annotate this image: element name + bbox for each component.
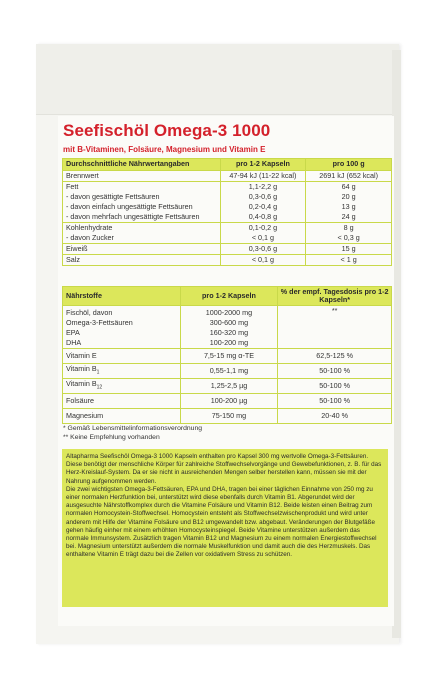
package-top-flap — [36, 44, 399, 115]
description-paragraph-1: Altapharma Seefischöl Omega-3 1000 Kapseln enthalten pro Kapsel 300 mg wertvolle Omega-3-Fettsäuren. Diese benötigt der menschliche Körper für zahlreiche Stoffwechselvorgänge und Gewebefunktionen, z. B. für das Herz-Kreislauf-System. Da er sie nicht in ausreichenden Mengen selber herstellen kann, müssen sie mit der Nahrung aufgenommen werden. — [66, 453, 382, 485]
row-value-per-capsule: 7,5-15 mg α-TE — [180, 349, 278, 364]
row-label: Brennwert — [63, 171, 221, 182]
table-row — [63, 255, 392, 266]
product-subtitle: mit B-Vitaminen, Folsäure, Magnesium und Vitamin E — [63, 145, 266, 154]
row-label: Magnesium — [63, 409, 181, 424]
nutrition-header-per-capsule: pro 1-2 Kapseln — [220, 159, 306, 171]
row-label: Kohlenhydrate - davon Zucker — [63, 223, 221, 244]
row-value-per-100g: 2691 kJ (652 kcal) — [306, 171, 392, 182]
row-label-cell — [63, 379, 181, 394]
row-value-per-100g: < 1 g — [306, 255, 392, 266]
row-value-per-100g: 15 g — [306, 244, 392, 255]
table-row — [63, 171, 392, 182]
nutrition-header-label: Durchschnittliche Nährwertangaben — [63, 159, 221, 171]
row-value-per-100g: 8 g < 0,3 g — [306, 223, 392, 244]
table-row — [63, 364, 392, 379]
row-label: Folsäure — [63, 394, 181, 409]
row-value-per-capsule: 100-200 µg — [180, 394, 278, 409]
row-value-per-capsule: 0,3-0,6 g — [220, 244, 306, 255]
row-label: Vitamin B — [66, 364, 97, 374]
table-row — [63, 349, 392, 364]
row-label: Eiweiß — [63, 244, 221, 255]
description-paragraph-2: Die zwei wichtigsten Omega-3-Fettsäuren, EPA und DHA, tragen bei einer täglichen Einnahme von 250 mg zu einer normalen Herzfunktion bei, unterstützt wird diese ebenfalls durch Vitamin B1. Abgerundet wird der ausgesuchte Nährstoffkomplex durch die Vitamine Folsäure und Vitamin B12. Beide leisten einen Beitrag zum normalen Homocystein-Stoffwechsel. Homocystein entsteht als Stoffwechselzwischenprodukt und wird unter anderem mit Hilfe der Vitamine Folsäure und B12 umgewandelt bzw. abgebaut. Veränderungen der Blutgefäße gehen häufig einher mit einem erhöhten Homocysteinspiegel. Beide Vitamine unterstützen außerdem das normale Immunsystem. Zusätzlich tragen Vitamin B12 und Magnesium zu einem normalen Energiestoffwechsel bei. Magnesium unterstützt außerdem die normale Muskelfunktion und damit auch die des Herzmuskels. Das enthaltene Vitamin E trägt dazu bei die Zellen vor oxidativem Stress zu schützen. — [66, 485, 377, 559]
row-value-per-capsule: 75-150 mg — [180, 409, 278, 424]
table-row — [63, 306, 392, 349]
row-label-subscript: 12 — [96, 384, 103, 391]
row-value-per-capsule: 0,55-1,1 mg — [180, 364, 278, 379]
row-label: Salz — [63, 255, 221, 266]
nutrients-header-per-capsule: pro 1-2 Kapseln — [180, 287, 278, 306]
row-label-subscript: 1 — [96, 369, 100, 376]
table-row — [63, 409, 392, 424]
nutrients-header-row — [63, 287, 392, 306]
table-row — [63, 182, 392, 223]
row-value-per-capsule: 1,1-2,2 g 0,3-0,6 g 0,2-0,4 g 0,4-0,8 g — [220, 182, 306, 223]
table-row — [63, 394, 392, 409]
row-value-per-100g: 64 g 20 g 13 g 24 g — [306, 182, 392, 223]
nutrients-header-daily-dose: % der empf. Tagesdosis pro 1-2 Kapseln* — [278, 287, 392, 306]
row-label: Vitamin B — [66, 379, 97, 389]
nutrients-table — [62, 286, 392, 424]
row-label: Fischöl, davon Omega-3-Fettsäuren EPA DHA — [63, 306, 181, 349]
product-title: Seefischöl Omega-3 1000 — [63, 121, 271, 140]
table-row — [63, 223, 392, 244]
row-value-per-capsule: 47-94 kJ (11-22 kcal) — [220, 171, 306, 182]
footnote-2: ** Keine Empfehlung vorhanden — [63, 434, 160, 441]
description-box — [62, 449, 388, 607]
row-value-daily-dose: 62,5-125 % — [278, 349, 392, 364]
row-value-daily-dose: 50-100 % — [278, 364, 392, 379]
nutrition-table — [62, 158, 392, 266]
row-value-daily-dose: ** — [278, 306, 392, 349]
row-value-daily-dose: 20-40 % — [278, 409, 392, 424]
row-value-per-capsule: 1,25-2,5 µg — [180, 379, 278, 394]
row-label: Fett - davon gesättigte Fettsäuren - davon einfach ungesättigte Fettsäuren - davon mehrfach ungesättigte Fettsäuren — [63, 182, 221, 223]
nutrition-header-per-100g: pro 100 g — [306, 159, 392, 171]
row-label-cell — [63, 364, 181, 379]
table-row — [63, 244, 392, 255]
row-value-daily-dose: 50-100 % — [278, 394, 392, 409]
row-value-per-capsule: < 0,1 g — [220, 255, 306, 266]
row-value-daily-dose: 50-100 % — [278, 379, 392, 394]
nutrition-header-row — [63, 159, 392, 171]
footnote-1: * Gemäß Lebensmittelinformationsverordnung — [63, 425, 203, 432]
nutrients-header-label: Nährstoffe — [63, 287, 181, 306]
row-label: Vitamin E — [63, 349, 181, 364]
table-row — [63, 379, 392, 394]
row-value-per-capsule: 1000-2000 mg 300-600 mg 160-320 mg 100-200 mg — [180, 306, 278, 349]
row-value-per-capsule: 0,1-0,2 g < 0,1 g — [220, 223, 306, 244]
